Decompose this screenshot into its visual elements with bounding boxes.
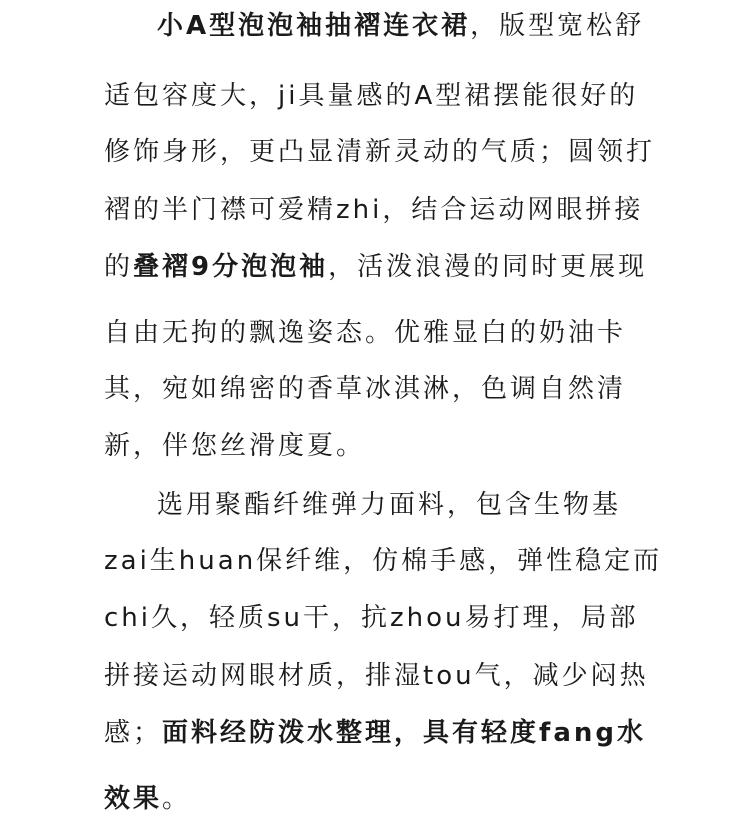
p1-line-1-rest: ，版型宽松舒 xyxy=(470,11,645,41)
p2-line-2: zai生huan保纤维，仿棉手感，弹性稳定而 xyxy=(104,546,663,576)
p1-sleeve-bold: 叠褶9分泡泡袖 xyxy=(133,252,329,282)
p2-line-3: chi久，轻质su干，抗zhou易打理，局部 xyxy=(104,603,639,633)
p2-fabric-bold: 面料经防泼水整理，具有轻度fang水 xyxy=(162,718,646,748)
p1-line-7: 其，宛如绵密的香草冰淇淋，色调自然清 xyxy=(104,374,627,404)
p2-line-5 xyxy=(104,716,646,750)
p1-line-5 xyxy=(104,250,647,284)
p2-line-5-pre: 感； xyxy=(104,718,163,748)
p2-line-4: 拼接运动网眼材质，排湿tou气，减少闷热 xyxy=(104,661,649,691)
p1-line-6: 自由无拘的飘逸姿态。优雅显白的奶油卡 xyxy=(104,318,627,348)
p2-line-6-rest: 。 xyxy=(162,784,192,814)
p2-line-6 xyxy=(104,782,191,816)
p2-line-1: 选用聚酯纤维弹力面料，包含生物基 xyxy=(157,490,622,520)
p1-line-8: 新，伴您丝滑度夏。 xyxy=(104,431,366,461)
p1-line-2: 适包容度大，ji具量感的A型裙摆能很好的 xyxy=(104,81,639,111)
p1-line-5-pre: 的 xyxy=(104,252,134,282)
p1-line-5-rest: ，活泼浪漫的同时更展现 xyxy=(328,252,648,282)
p1-line-1 xyxy=(157,9,644,43)
p1-line-4: 褶的半门襟可爱精zhi，结合运动网眼拼接 xyxy=(104,195,644,225)
p2-effect-bold: 效果 xyxy=(104,784,163,814)
p1-line-3: 修饰身形，更凸显清新灵动的气质；圆领打 xyxy=(104,137,656,167)
p1-title-bold: 小A型泡泡袖抽褶连衣裙 xyxy=(157,11,471,41)
